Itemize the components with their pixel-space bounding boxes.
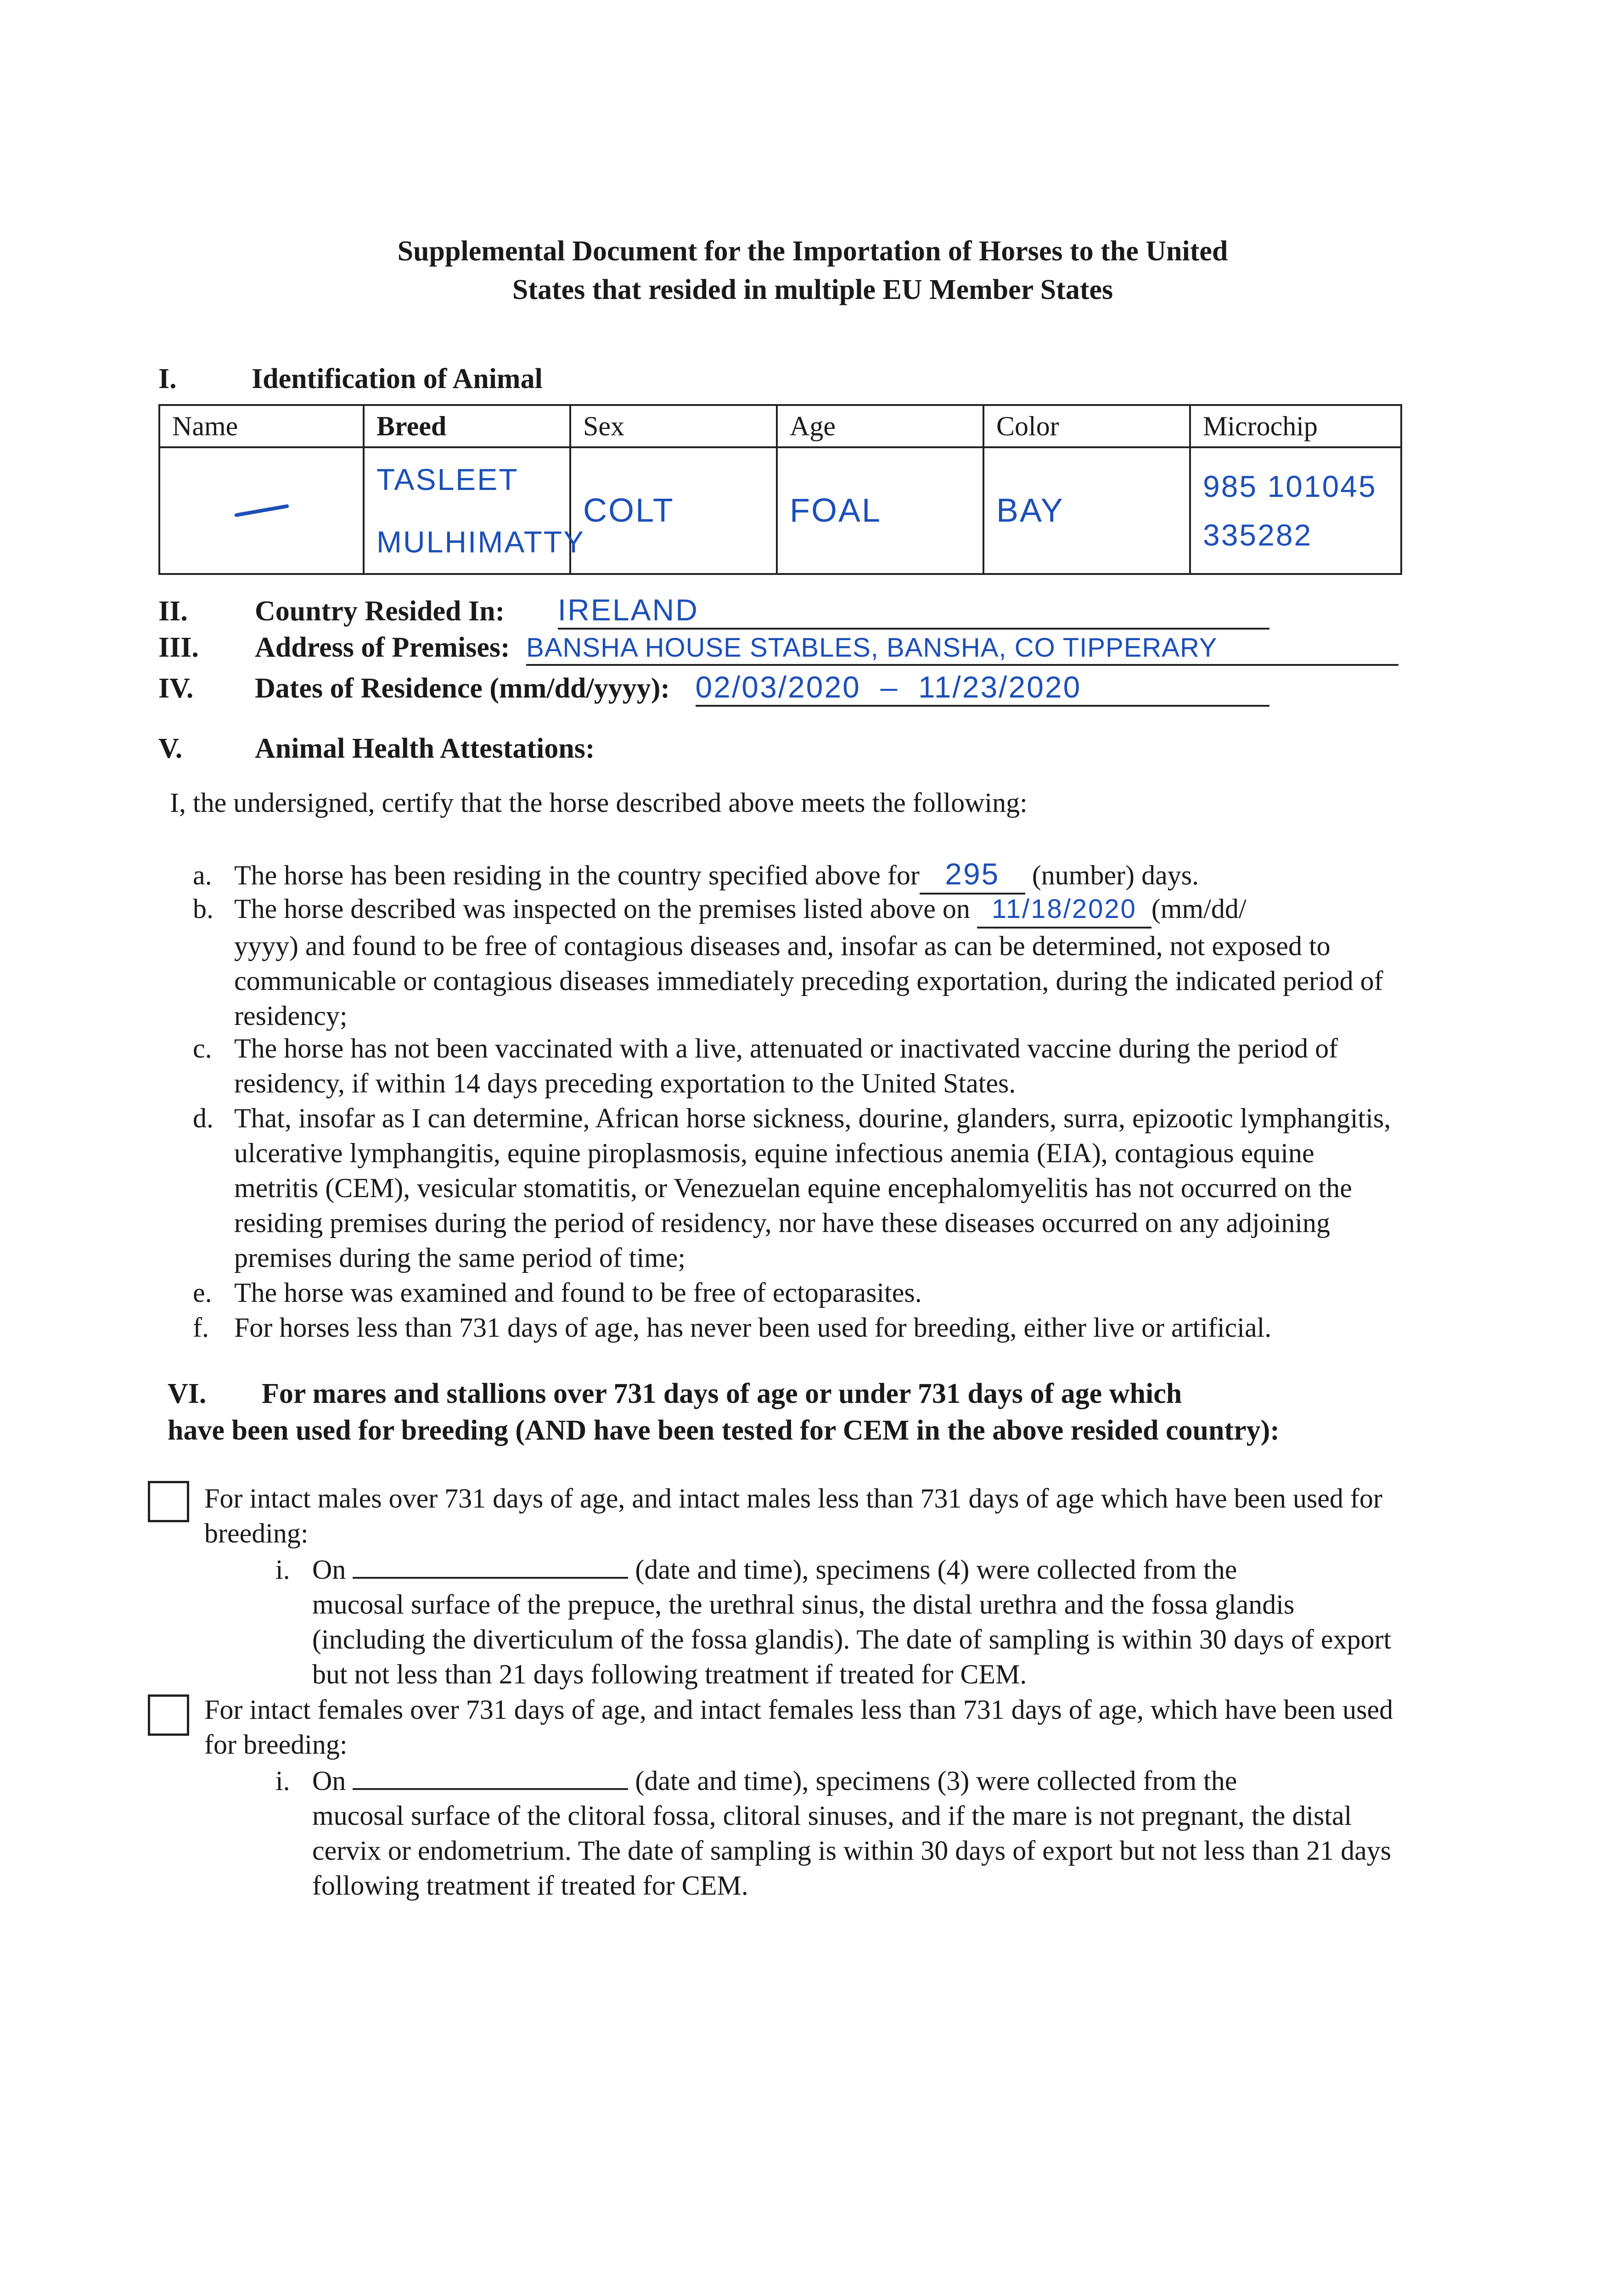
females-continuation: mucosal surface of the clitoral fossa, clitoral sinuses, and if the mare is not pregnant, the distal cervix or endometrium. The date of sampling is within 30 days of export but not less than 21 days following treatment if treated for CEM.	[312, 1801, 1392, 1901]
header-name: Name	[159, 405, 364, 447]
table-header-row	[159, 405, 1401, 447]
handwritten-dash	[234, 504, 289, 518]
country-value: IRELAND	[557, 593, 699, 627]
dates-field	[696, 670, 1269, 707]
header-breed: Breed	[364, 405, 570, 447]
cell-sex	[570, 447, 777, 574]
item-marker: f.	[193, 1312, 209, 1343]
country-row	[158, 592, 1269, 630]
cell-name	[159, 447, 364, 574]
item-marker: c.	[193, 1033, 212, 1064]
address-label: Address of Premises:	[255, 632, 510, 663]
title-line-2: States that resided in multiple EU Member States	[512, 274, 1113, 305]
females-sampling	[275, 1763, 1396, 1903]
inspection-date-value: 11/18/2020	[991, 894, 1137, 924]
sex-value: COLT	[583, 492, 674, 529]
address-value: BANSHA HOUSE STABLES, BANSHA, CO TIPPERARY	[526, 633, 1218, 663]
males-sampling	[275, 1552, 1396, 1692]
days-field	[920, 856, 1025, 895]
header-age: Age	[777, 405, 983, 447]
section-5-heading: Animal Health Attestations:	[255, 733, 595, 764]
males-on-label: On	[312, 1554, 346, 1585]
attestation-d	[193, 1101, 1400, 1275]
attestation-e	[193, 1275, 1400, 1310]
title-line-1: Supplemental Document for the Importation of Horses to the United	[397, 236, 1228, 267]
item-f-text: For horses less than 731 days of age, has never been used for breeding, either live or artificial.	[234, 1312, 1272, 1343]
address-row	[158, 631, 1398, 666]
cell-age	[777, 447, 983, 574]
males-continuation: mucosal surface of the prepuce, the urethral sinus, the distal urethra and the fossa glandis (including the diverticulum of the fossa glandis). The date of sampling is within 30 days of export but not less than 21 days following treatment if treated for CEM.	[312, 1589, 1392, 1689]
section-4-number: IV.	[158, 673, 194, 704]
item-c-text: The horse has not been vaccinated with a live, attenuated or inactivated vaccine during the period of residency, if within 14 days preceding exportation to the United States.	[234, 1033, 1338, 1098]
item-marker: e.	[193, 1277, 212, 1308]
section-6-number: VI.	[168, 1378, 207, 1409]
country-label: Country Resided In:	[255, 596, 505, 627]
section-2-number: II.	[158, 596, 188, 627]
dates-label: Dates of Residence (mm/dd/yyyy):	[255, 673, 670, 704]
section-6-line-1: For mares and stallions over 731 days of age or under 731 days of age which	[262, 1378, 1182, 1409]
section-1-number: I.	[158, 363, 177, 394]
table-row	[159, 447, 1401, 574]
color-value: BAY	[996, 492, 1064, 529]
item-marker: a.	[193, 860, 212, 890]
females-description: For intact females over 731 days of age, and intact females less than 731 days of age, which have been used for breeding:	[204, 1694, 1393, 1760]
days-value: 295	[945, 857, 1000, 891]
attestation-c	[193, 1031, 1400, 1101]
item-marker: d.	[193, 1103, 213, 1133]
females-date-field[interactable]	[353, 1788, 628, 1790]
address-field	[526, 631, 1398, 666]
item-a-post: (number) days.	[1032, 860, 1199, 890]
item-b-continuation: yyyy) and found to be free of contagious diseases and, insofar as can be determined, not exposed to communicable or contagious diseases immediately preceding exportation, during the indicated period of residency;	[234, 931, 1383, 1031]
females-checkbox[interactable]	[148, 1694, 189, 1736]
item-e-text: The horse was examined and found to be free of ectoparasites.	[234, 1277, 922, 1308]
section-1-heading: Identification of Animal	[252, 363, 543, 394]
males-date-field[interactable]	[353, 1577, 628, 1579]
dates-row	[158, 670, 1269, 707]
dates-value: 02/03/2020 – 11/23/2020	[695, 670, 1082, 704]
item-marker: i.	[275, 1766, 290, 1796]
cell-microchip	[1190, 447, 1401, 574]
country-field	[558, 592, 1269, 630]
microchip-line-1: 985 101045	[1203, 469, 1377, 503]
item-a-pre: The horse has been residing in the country specified above for	[234, 860, 920, 890]
attestation-b	[193, 891, 1400, 1033]
cell-color	[983, 447, 1190, 574]
item-b-pre: The horse described was inspected on the premises listed above on	[234, 894, 970, 924]
section-3-number: III.	[158, 632, 199, 663]
attestation-f	[193, 1310, 1400, 1345]
males-post: (date and time), specimens (4) were collected from the	[635, 1554, 1237, 1585]
section-6-heading	[168, 1375, 1407, 1449]
microchip-line-2: 335282	[1203, 518, 1313, 552]
header-color: Color	[983, 405, 1190, 447]
item-b-post: (mm/dd/	[1151, 894, 1247, 924]
cell-breed	[364, 447, 585, 574]
identification-table	[158, 404, 1402, 575]
inspection-date-field	[977, 891, 1151, 929]
section-5-number: V.	[158, 733, 183, 764]
males-checkbox[interactable]	[148, 1481, 189, 1522]
breed-line-1: TASLEET	[376, 462, 519, 496]
females-post: (date and time), specimens (3) were collected from the	[635, 1766, 1237, 1796]
item-marker: i.	[275, 1554, 290, 1585]
females-on-label: On	[312, 1766, 346, 1796]
section-6-line-2: have been used for breeding (AND have been tested for CEM in the above resided country):	[168, 1415, 1280, 1446]
header-microchip: Microchip	[1190, 405, 1401, 447]
header-sex: Sex	[570, 405, 777, 447]
attestation-intro: I, the undersigned, certify that the horse described above meets the following:	[170, 788, 1028, 818]
males-description: For intact males over 731 days of age, and intact males less than 731 days of age which have been used for breeding:	[204, 1483, 1382, 1548]
document-title	[239, 232, 1387, 309]
attestation-a	[193, 856, 1400, 895]
age-value: FOAL	[790, 492, 882, 529]
item-marker: b.	[193, 894, 213, 924]
item-d-text: That, insofar as I can determine, African horse sickness, dourine, glanders, surra, epizootic lymphangitis, ulcerative lymphangitis, equine piroplasmosis, equine infectious anemia (EIA), contagious equine metritis (CEM), vesicular stomatitis, or Venezuelan equine encephalomyelitis has not occurred on the residing premises during the period of residency, nor have these diseases occurred on any adjoining premises during the same period of time;	[234, 1103, 1391, 1273]
breed-line-2: MULHIMATTY	[376, 525, 585, 559]
